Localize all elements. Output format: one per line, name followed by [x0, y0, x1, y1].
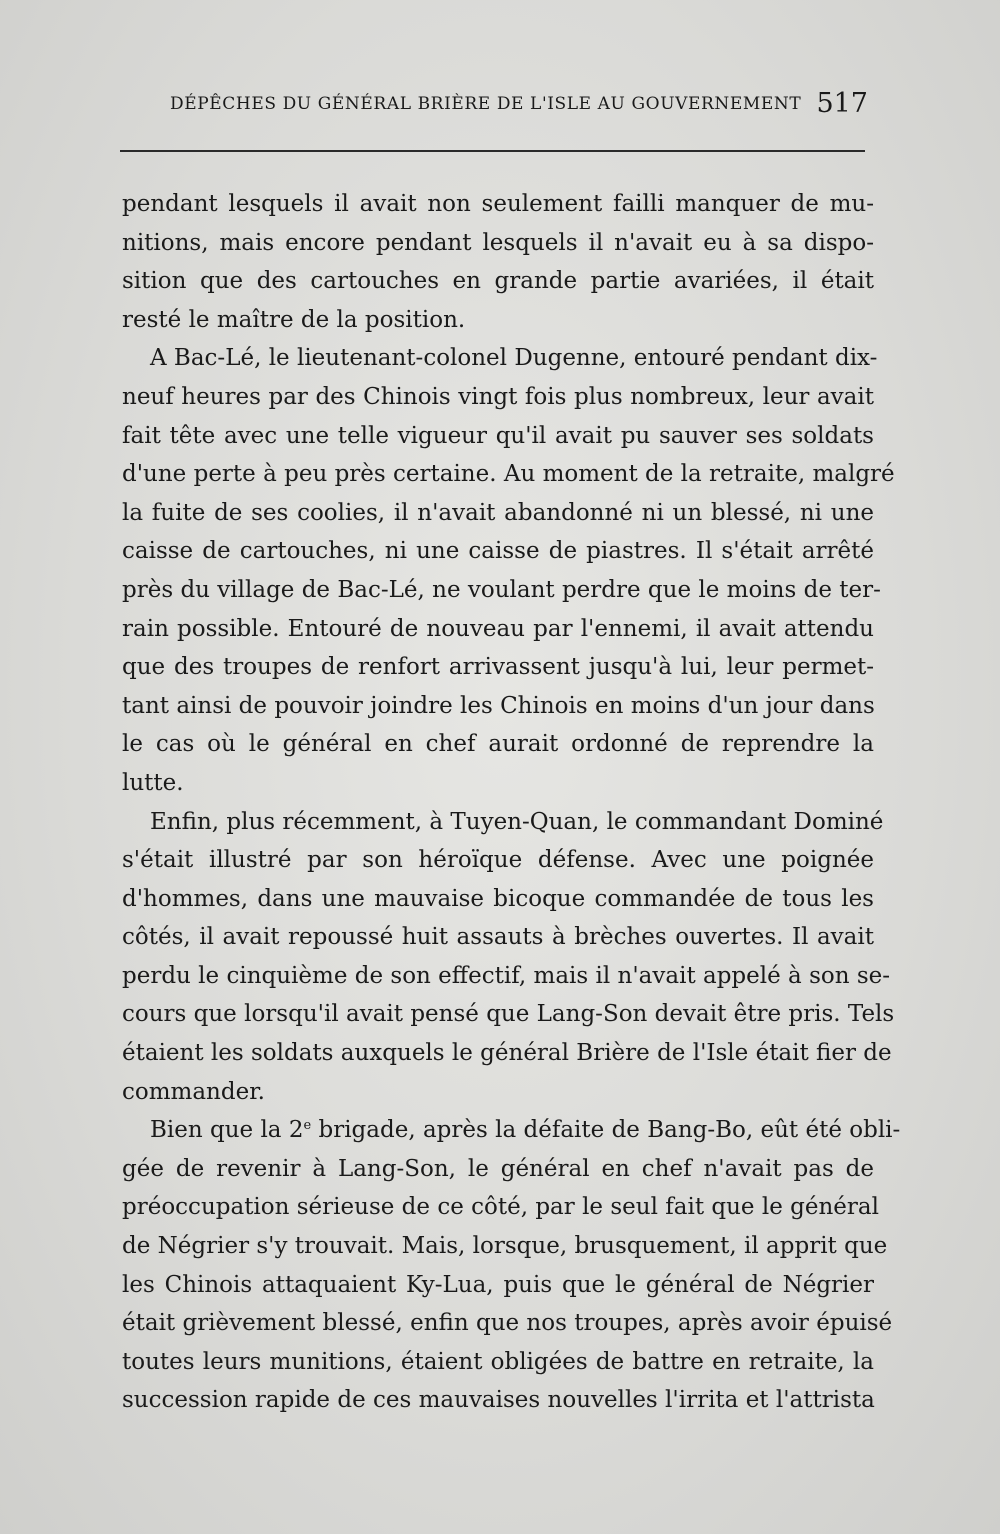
superscript: e [303, 1118, 312, 1134]
text-line: tant ainsi de pouvoir joindre les Chinois en moins d'un jour dans [122, 692, 875, 719]
text-line: de Négrier s'y trouvait. Mais, lorsque, brusquement, il apprit que [122, 1233, 888, 1260]
text-line: étaient les soldats auxquels le général Brière de l'Isle était fier de [122, 1040, 892, 1067]
text-line: préoccupation sérieuse de ce côté, par le seul fait que le général [122, 1194, 879, 1221]
text-line: toutes leurs munitions, étaient obligées de battre en retraite, la [122, 1348, 874, 1375]
text-line: près du village de Bac-Lé, ne voulant perdre que le moins de ter- [122, 576, 881, 603]
text-line: cours que lorsqu'il avait pensé que Lang-Son devait être pris. Tels [122, 1001, 895, 1028]
text-line: pendant lesquels il avait non seulement failli manquer de mu- [122, 191, 874, 217]
text-line: A Bac-Lé, le lieutenant-colonel Dugenne, entouré pendant dix- [150, 345, 878, 372]
text-line: fait tête avec une telle vigueur qu'il avait pu sauver ses soldats [122, 422, 874, 449]
text-line: succession rapide de ces mauvaises nouvelles l'irrita et l'attrista [122, 1387, 875, 1414]
text-line: la fuite de ses coolies, il n'avait abandonné ni un blessé, ni une [122, 499, 874, 526]
text-line: d'hommes, dans une mauvaise bicoque commandée de tous les [122, 885, 874, 912]
text-line: le cas où le général en chef aurait ordonné de reprendre la [122, 731, 874, 758]
text-line: s'était illustré par son héroïque défense. Avec une poignée [122, 847, 874, 874]
text-line: resté le maître de la position. [122, 306, 466, 333]
line-rest: brigade, après la défaite de Bang-Bo, eût été obli- [311, 1117, 901, 1144]
text-line-with-superscript [122, 1111, 901, 1150]
text-line: les Chinois attaquaient Ky-Lua, puis que le général de Négrier [122, 1271, 874, 1298]
text-line: Enfin, plus récemment, à Tuyen-Quan, le commandant Dominé [150, 808, 884, 835]
line-start: Bien que la 2 [150, 1117, 304, 1144]
text-line: gée de revenir à Lang-Son, le général en chef n'avait pas de [122, 1155, 874, 1182]
page-header [120, 88, 880, 128]
text-line: commander. [122, 1078, 265, 1105]
text-line: neuf heures par des Chinois vingt fois plus nombreux, leur avait [122, 383, 874, 410]
page-number: 517 [816, 88, 868, 119]
text-line: nitions, mais encore pendant lesquels il n'avait eu à sa dispo- [122, 229, 874, 256]
text-line: que des troupes de renfort arrivassent jusqu'à lui, leur permet- [122, 654, 874, 681]
body-text [122, 185, 901, 1420]
text-line: lutte. [122, 769, 184, 796]
text-line: rain possible. Entouré de nouveau par l'ennemi, il avait attendu [122, 615, 874, 642]
text-line: caisse de cartouches, ni une caisse de piastres. Il s'était arrêté [122, 538, 874, 565]
header-rule [120, 150, 865, 152]
text-line: était grièvement blessé, enfin que nos troupes, après avoir épuisé [122, 1310, 893, 1337]
text-line: sition que des cartouches en grande partie avariées, il était [122, 268, 874, 295]
text-line: côtés, il avait repoussé huit assauts à brèches ouvertes. Il avait [122, 924, 874, 951]
running-head: DÉPÊCHES DU GÉNÉRAL BRIÈRE DE L'ISLE AU GOUVERNEMENT [170, 94, 802, 114]
text-line: perdu le cinquième de son effectif, mais il n'avait appelé à son se- [122, 962, 891, 989]
text-line: d'une perte à peu près certaine. Au moment de la retraite, malgré [122, 461, 895, 488]
